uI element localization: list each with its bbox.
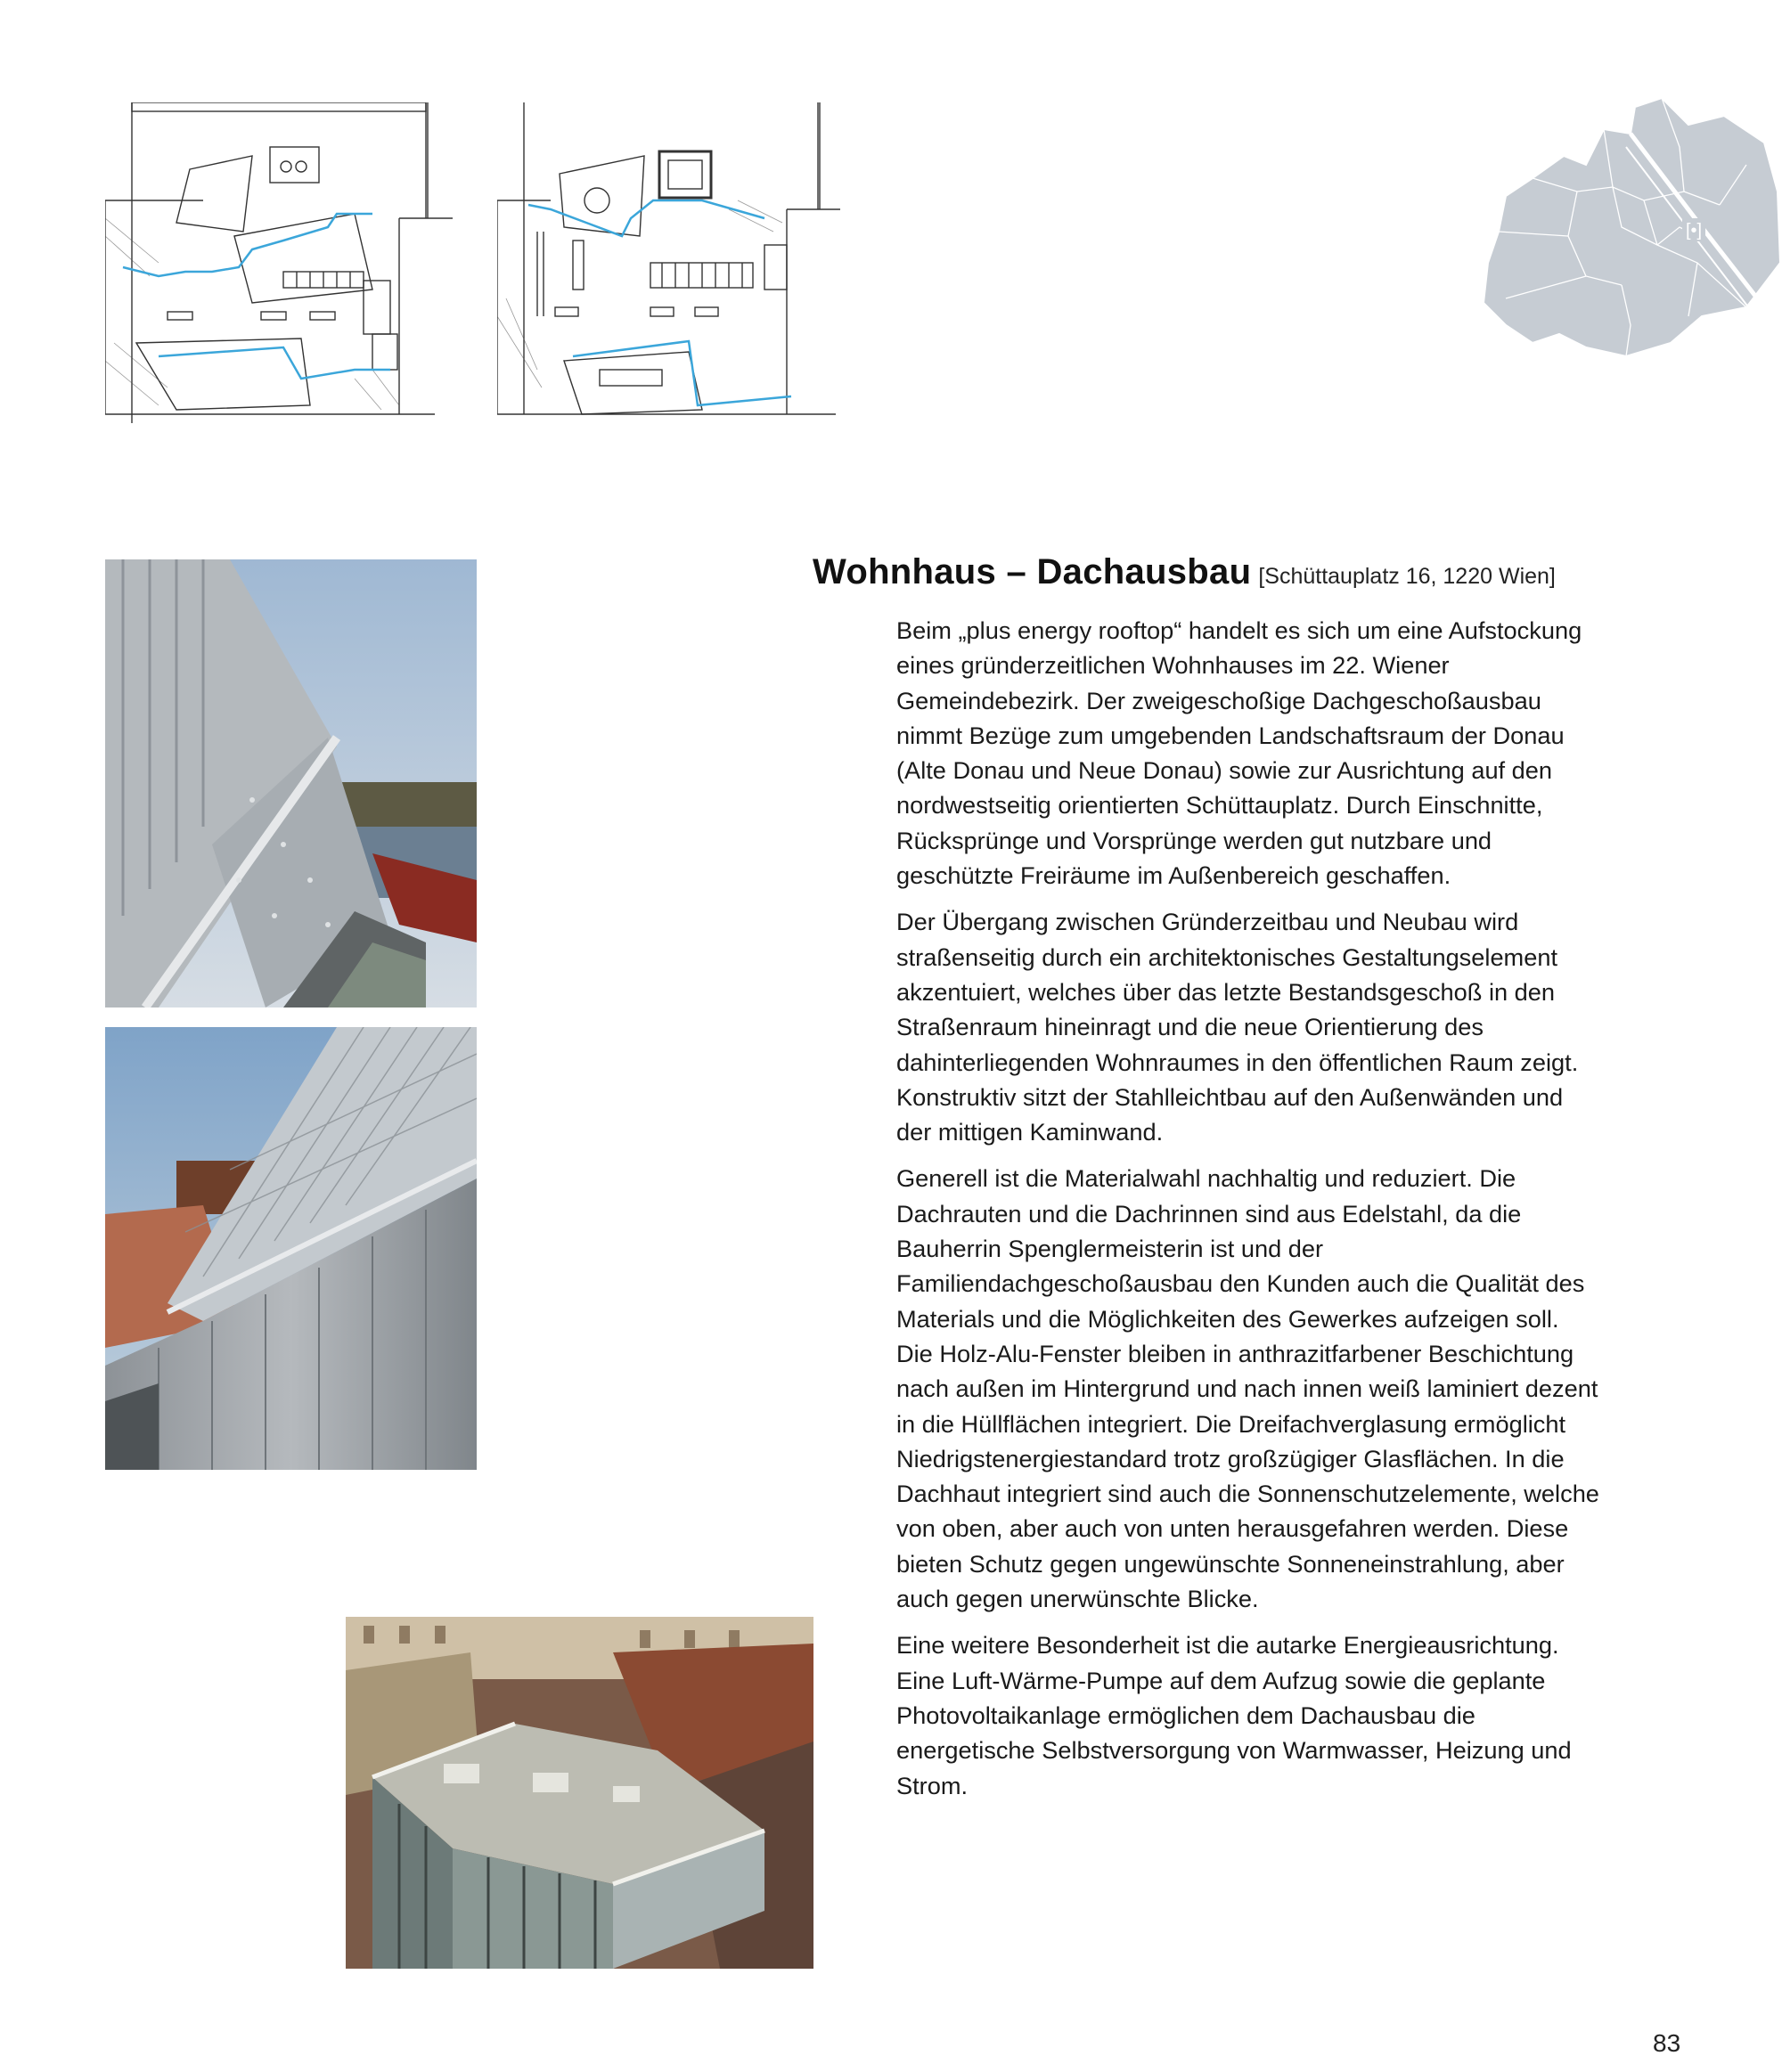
article-address: [Schüttauplatz 16, 1220 Wien] [1258,564,1556,589]
photo-steel-facade [105,1027,477,1470]
page-number: 83 [1653,2029,1681,2057]
map-location-marker: [•] [1685,221,1703,241]
floor-plan-lower [105,102,453,428]
paragraph-3: Generell ist die Materialwahl nachhaltig und reduziert. Die Dachrauten und die Dachrinnen sind aus Edelstahl, da die Bauherrin Spenglermeisterin ist und der Familiendachgeschoßausbau den Kunden auch die Qualität des Materials und die Möglichkeiten des Gewerkes aufzeigen soll. Die Holz-Alu-Fenster bleiben in anthrazitfarbener Beschichtung nach außen im Hintergrund und nach innen weiß laminiert dezent in die Hüllflächen integriert. Die Dreifachverglasung ermöglicht Niedrigstenergiestandard trotz großzügiger Glasflächen. In die Dachhaut integriert sind auch die Sonnenschutzelemente, welche von oben, aber auch von unten herausgefahren werden. Diese bieten Schutz gegen ungewünschte Sonneneinstrahlung, aber auch gegen unerwünschte Blicke. [896,1164,1599,1613]
photo-roof-facade-river [105,559,477,1007]
article-body [896,613,1600,1815]
article-title: Wohnhaus – Dachausbau [813,552,1252,591]
paragraph-2: Der Übergang zwischen Gründerzeitbau und Neubau wird straßenseitig durch ein architektonisches Gestaltungselement akzentuiert, welches über das letzte Bestandsgeschoß in den Straßenraum hineinragt und die neue Orientierung des dahinterliegenden Wohnraumes in den öffentlichen Raum zeigt. Konstruktiv sitzt der Stahlleichtbau auf den Außenwänden und der mittigen Kaminwand. [896,908,1579,1146]
vienna-district-map [1479,94,1782,361]
photo-aerial-rooftop [346,1617,813,1969]
floor-plan-upper [497,102,845,428]
paragraph-4: Eine weitere Besonderheit ist die autarke Energieausrichtung. Eine Luft-Wärme-Pumpe auf dem Aufzug sowie die geplante Photovoltaikanlage ermöglichen dem Dachausbau die energetische Selbstversorgung von Warmwasser, Heizung und Strom. [896,1631,1572,1799]
article-heading [813,552,1704,592]
paragraph-1: Beim „plus energy rooftop“ handelt es sich um eine Aufstockung eines gründerzeitlichen Wohnhauses im 22. Wiener Gemeindebezirk. Der zweigeschoßige Dachgeschoßausbau nimmt Bezüge zum umgebenden Landschaftsraum der Donau (Alte Donau und Neue Donau) sowie zur Ausrichtung auf den nordwestseitig orientierten Schüttauplatz. Durch Einschnitte, Rücksprünge und Vorsprünge werden gut nutzbare und geschützte Freiräume im Außenbereich geschaffen. [896,616,1582,890]
